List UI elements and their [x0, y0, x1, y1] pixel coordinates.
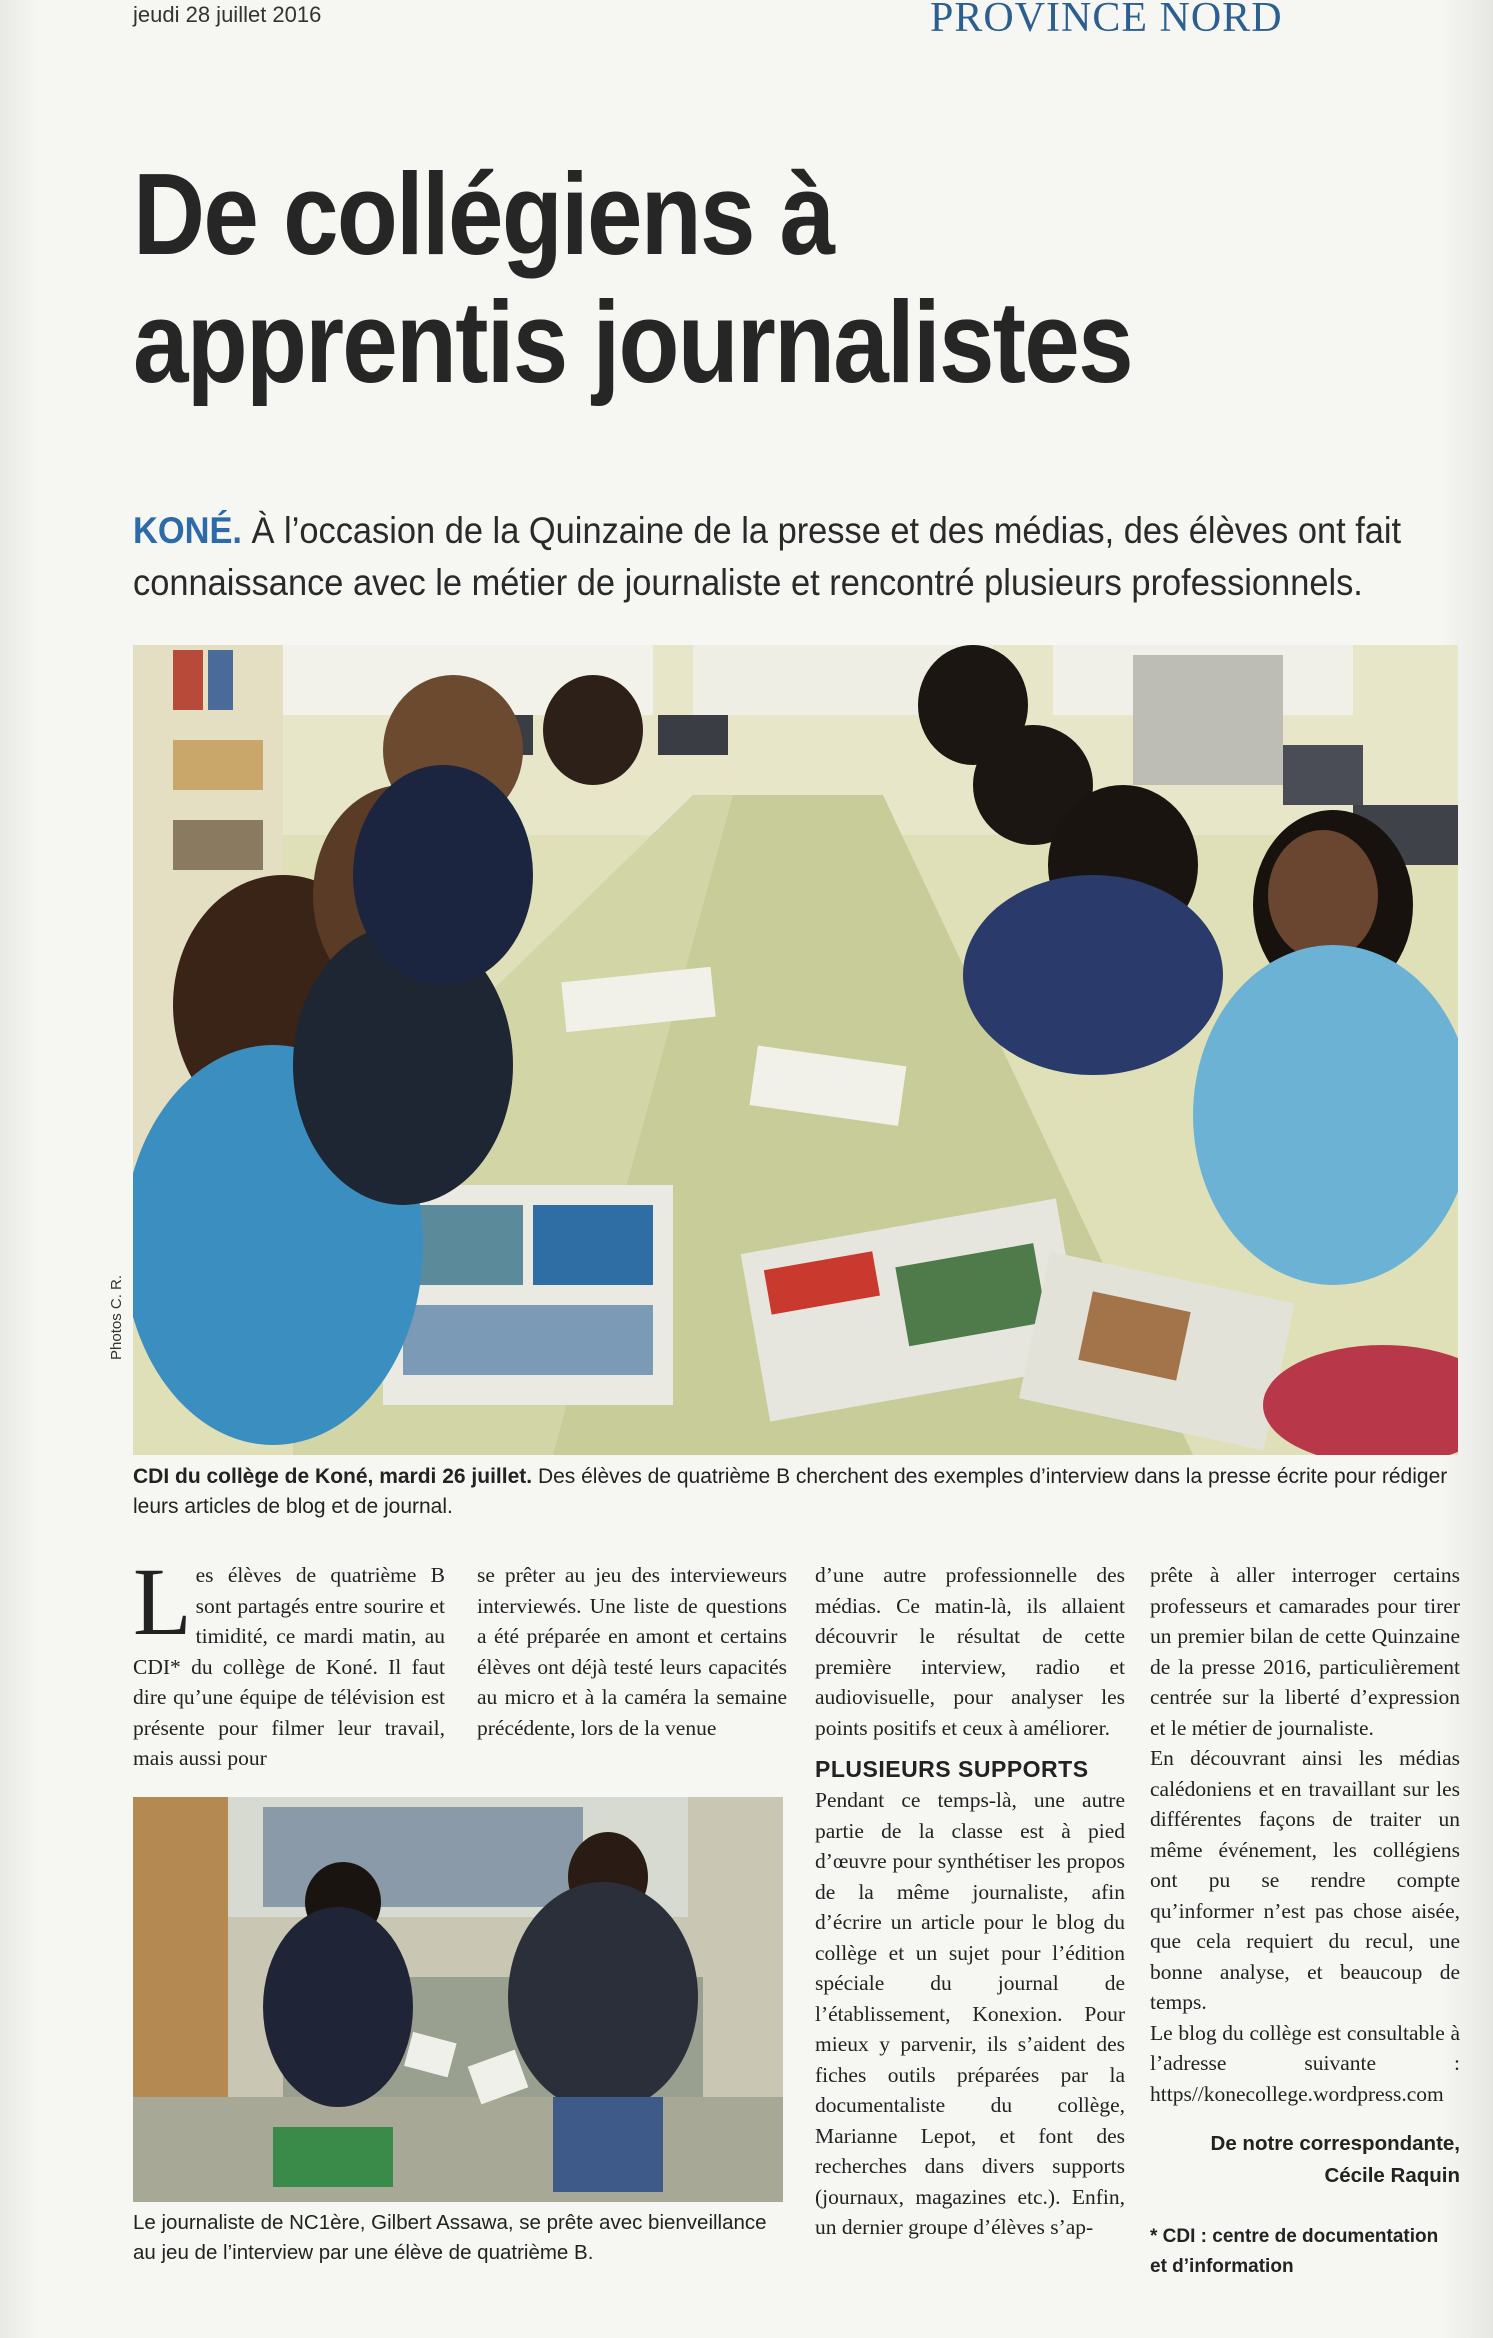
- classroom-photo-illustration: [133, 645, 1458, 1455]
- section-title: PROVINCE NORD: [930, 0, 1283, 41]
- article-headline: [133, 150, 1251, 406]
- author-signature: [1150, 2128, 1460, 2192]
- drop-cap: L: [133, 1548, 192, 1655]
- subheading: PLUSIEURS SUPPORTS: [815, 1756, 1089, 1782]
- signature-line-1: De notre correspondante,: [1210, 2132, 1460, 2155]
- column-4-text-a: prête à aller interroger certains professeurs et camarades pour tirer un premier bilan de cette Quinzaine de la presse 2016, particulièrement centrée sur la liberté d’expression et le métier de journaliste.: [1150, 1563, 1460, 1740]
- interview-photo-illustration: [133, 1797, 783, 2202]
- issue-date: jeudi 28 juillet 2016: [133, 2, 322, 27]
- classroom-photo: [133, 645, 1458, 1455]
- footnote: * CDI : centre de documentation et d’information: [1150, 2226, 1439, 2277]
- article-column-4: [1150, 1560, 1460, 2109]
- headline-line-1: De collégiens à: [133, 149, 834, 279]
- headline-line-2: apprentis journalistes: [133, 277, 1132, 407]
- photo-credit: Photos C. R.: [108, 1274, 125, 1360]
- article-column-2: [477, 1560, 787, 1743]
- main-photo-caption: [133, 1462, 1458, 1522]
- signature-line-2: Cécile Raquin: [1324, 2164, 1460, 2187]
- column-1-text: es élèves de quatrième B sont partagés entre sourire et timidité, ce mardi matin, au CDI* du collège de Koné. Il faut dire qu’une équipe de télévision est présente pour filmer leur travail, mais aussi pour: [133, 1563, 445, 1770]
- caption-lead: CDI du collège de Koné, mardi 26 juillet.: [133, 1465, 533, 1488]
- interview-photo-caption: Le journaliste de NC1ère, Gilbert Assawa, se prête avec bienveillance au jeu de l’interview par une élève de quatrième B.: [133, 2211, 767, 2264]
- column-3-text-a: d’une autre professionnelle des médias. Ce matin-là, ils allaient découvrir le résultat de cette première interview, radio et audiovisuelle, pour analyser les points positifs et ceux à améliorer.: [815, 1563, 1125, 1740]
- article-column-1: [133, 1548, 445, 1774]
- column-4-text-c: Le blog du collège est consultable à l’adresse suivante : https//konecollege.wordpress.com: [1150, 2020, 1460, 2106]
- article-lead: [133, 505, 1435, 609]
- dateline-place: KONÉ.: [133, 510, 242, 551]
- article-column-3: [815, 1560, 1125, 2243]
- column-4-text-b: En découvrant ainsi les médias calédoniens et en travaillant sur les différentes façons de traiter un même événement, les collégiens ont pu se rendre compte qu’informer n’est pas chose aisée, que cela requiert du recul, une bonne analyse, et beaucoup de temps.: [1150, 1746, 1460, 2014]
- caption-text: Des élèves de quatrième B cherchent des exemples d’interview dans la presse écrite pour rédiger leurs articles de blog et de journal.: [133, 1465, 1448, 1518]
- interview-photo: [133, 1797, 783, 2202]
- column-3-text-b: Pendant ce temps-là, une autre partie de la classe est à pied d’œuvre pour synthétiser les propos de la même journaliste, afin d’écrire un article pour le blog du collège et un sujet pour l’édition spéciale du journal de l’établissement, Konexion. Pour mieux y parvenir, ils s’aident des fiches outils préparées par la documentaliste du collège, Marianne Lepot, et font des recherches dans divers supports (journaux, magazines etc.). Enfin, un dernier groupe d’élèves s’ap-: [815, 1788, 1125, 2239]
- lead-text: À l’occasion de la Quinzaine de la presse et des médias, des élèves ont fait connaissance avec le métier de journaliste et rencontré plusieurs professionnels.: [133, 510, 1402, 603]
- column-2-text: se prêter au jeu des intervieweurs interviewés. Une liste de questions a été préparée en amont et certains élèves ont déjà testé leurs capacités au micro et à la caméra la semaine précédente, lors de la venue: [477, 1563, 787, 1740]
